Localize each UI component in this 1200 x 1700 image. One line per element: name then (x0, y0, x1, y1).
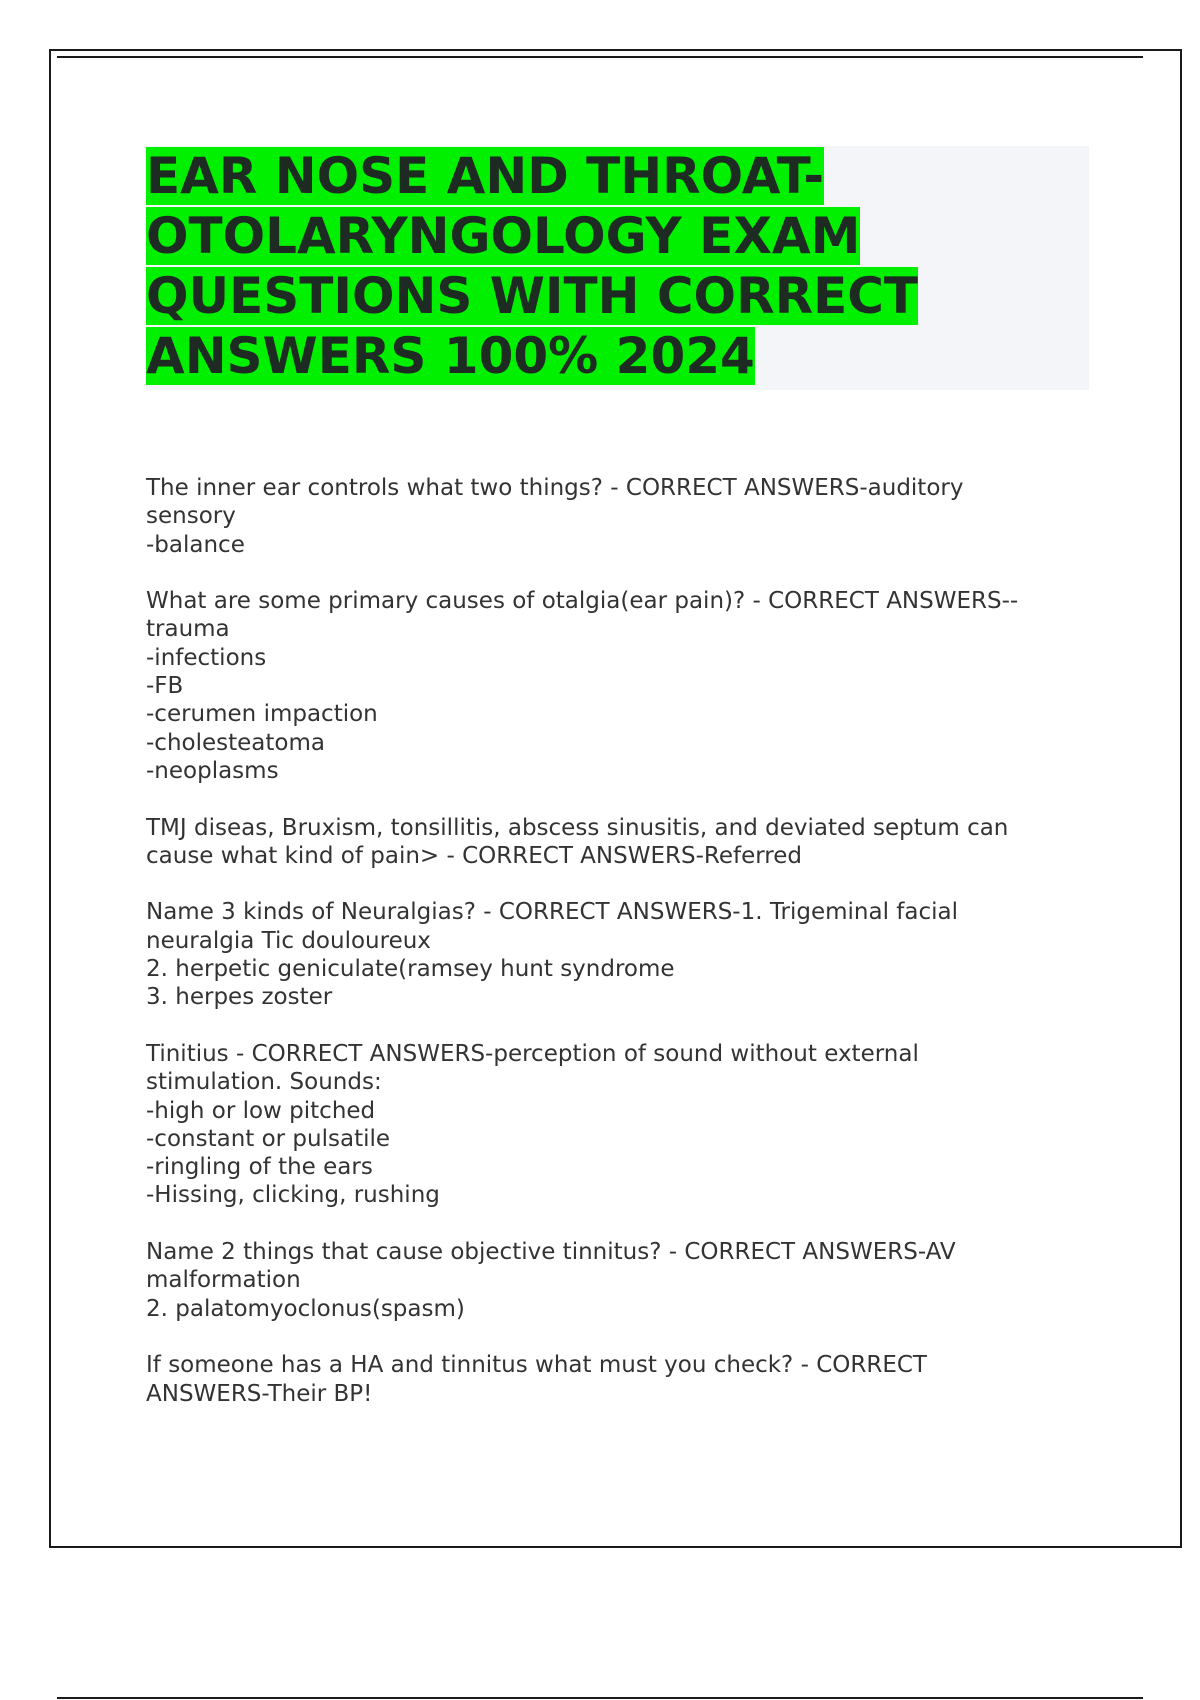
top-rule (57, 56, 1143, 58)
qa-line: -cholesteatoma (146, 729, 325, 756)
qa-line: -infections (146, 644, 267, 671)
qa-line: TMJ diseas, Bruxism, tonsillitis, abscess sinusitis, and deviated septum can (146, 814, 1009, 841)
bottom-rule (57, 1697, 1143, 1699)
document-title (146, 146, 1089, 386)
title-block (146, 146, 1089, 390)
title-line: EAR NOSE AND THROAT- (146, 147, 825, 205)
qa-line: -high or low pitched (146, 1097, 376, 1124)
qa-entry (146, 474, 1086, 559)
qa-line: -Hissing, clicking, rushing (146, 1182, 440, 1209)
qa-entry (146, 1040, 1086, 1210)
title-line: OTOLARYNGOLOGY EXAM (146, 207, 861, 265)
qa-line: 2. herpetic geniculate(ramsey hunt syndrome (146, 956, 675, 983)
qa-line: -cerumen impaction (146, 701, 378, 728)
qa-line: -balance (146, 531, 245, 558)
qa-line: -ringling of the ears (146, 1154, 373, 1181)
qa-line: Tinitius - CORRECT ANSWERS-perception of sound without external (146, 1040, 919, 1067)
qa-line: cause what kind of pain> - CORRECT ANSWERS-Referred (146, 842, 802, 869)
qa-entry (146, 1238, 1086, 1323)
qa-entry (146, 587, 1086, 785)
qa-line: stimulation. Sounds: (146, 1069, 382, 1096)
title-line: ANSWERS 100% 2024 (146, 327, 755, 385)
qa-line: ANSWERS-Their BP! (146, 1380, 373, 1407)
qa-line: sensory (146, 503, 236, 530)
qa-line: What are some primary causes of otalgia(ear pain)? - CORRECT ANSWERS-- (146, 588, 1019, 615)
qa-line: Name 2 things that cause objective tinnitus? - CORRECT ANSWERS-AV (146, 1239, 956, 1266)
qa-line: 2. palatomyoclonus(spasm) (146, 1295, 465, 1322)
qa-entry (146, 898, 1086, 1011)
qa-entry (146, 814, 1086, 871)
qa-line: If someone has a HA and tinnitus what must you check? - CORRECT (146, 1352, 927, 1379)
qa-line: The inner ear controls what two things? - CORRECT ANSWERS-auditory (146, 475, 964, 501)
qa-line: Name 3 kinds of Neuralgias? - CORRECT ANSWERS-1. Trigeminal facial (146, 899, 959, 926)
qa-line: 3. herpes zoster (146, 984, 333, 1011)
qa-line: -neoplasms (146, 757, 279, 784)
title-line: QUESTIONS WITH CORRECT (146, 267, 919, 325)
qa-line: -constant or pulsatile (146, 1125, 391, 1152)
qa-line: -FB (146, 673, 184, 700)
qa-entry (146, 1351, 1086, 1408)
qa-line: trauma (146, 616, 230, 643)
qa-list (146, 474, 1086, 1436)
qa-line: neuralgia Tic douloureux (146, 927, 431, 954)
qa-line: malformation (146, 1267, 301, 1294)
